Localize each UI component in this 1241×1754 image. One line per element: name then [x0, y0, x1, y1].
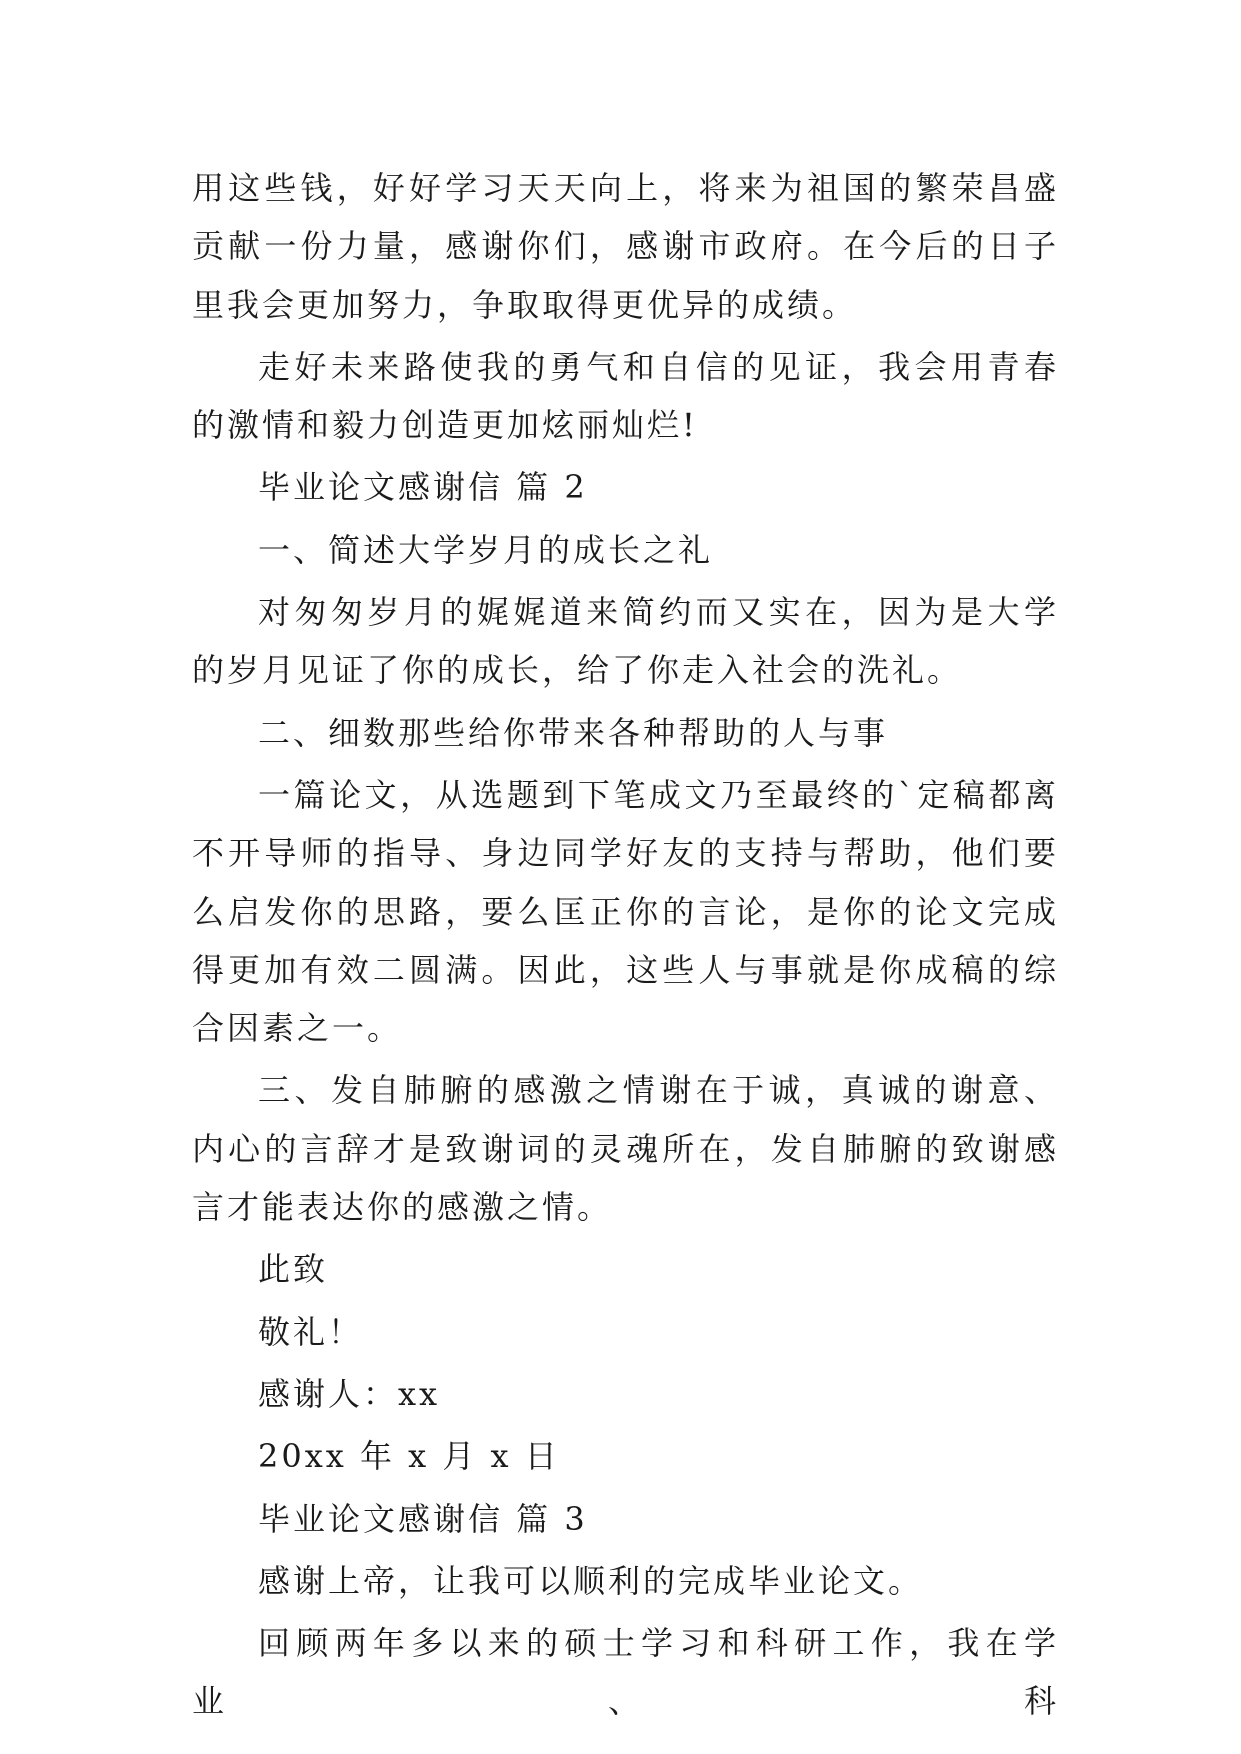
paragraph: 一篇论文，从选题到下笔成文乃至最终的`定稿都离不开导师的指导、身边同学好友的支持与帮助，他们要么启发你的思路，要么匡正你的言论，是你的论文完成得更加有效二圆满。因此，这些人与事就是你成稿的综合因素之一。 — [192, 775, 1059, 1048]
section-heading: 毕业论文感谢信 篇 3 — [258, 1499, 588, 1538]
paragraph: 三、发自肺腑的感激之情谢在于诚，真诚的谢意、内心的言辞才是致谢词的灵魂所在，发自肺腑的致谢感言才能表达你的感激之情。 — [192, 1071, 1059, 1227]
paragraph: 感谢上帝，让我可以顺利的完成毕业论文。 — [258, 1561, 924, 1600]
subheading: 一、简述大学岁月的成长之礼 — [258, 530, 714, 569]
section-heading: 毕业论文感谢信 篇 2 — [258, 468, 588, 507]
salutation-line: 敬礼！ — [258, 1312, 364, 1351]
paragraph: 对匆匆岁月的娓娓道来简约而又实在，因为是大学的岁月见证了你的成长，给了你走入社会的洗礼。 — [192, 593, 1059, 690]
document-body — [192, 159, 1059, 1735]
paragraph: 走好未来路使我的勇气和自信的见证，我会用青春的激情和毅力创造更加炫丽灿烂! — [192, 347, 1059, 445]
paragraph-continued: 用这些钱，好好学习天天向上，将来为祖国的繁荣昌盛贡献一份力量，感谢你们，感谢市政府。在今后的日子里我会更加努力，争取取得更优异的成绩。 — [192, 169, 1059, 324]
signature-line: 感谢人：xx — [258, 1374, 441, 1413]
date-line: 20xx 年 x 月 x 日 — [258, 1437, 560, 1476]
subheading: 二、细数那些给你带来各种帮助的人与事 — [258, 713, 889, 752]
closing-line: 此致 — [258, 1250, 329, 1289]
paragraph: 回顾两年多以来的硕士学习和科研工作，我在学业、科 — [192, 1624, 1059, 1721]
